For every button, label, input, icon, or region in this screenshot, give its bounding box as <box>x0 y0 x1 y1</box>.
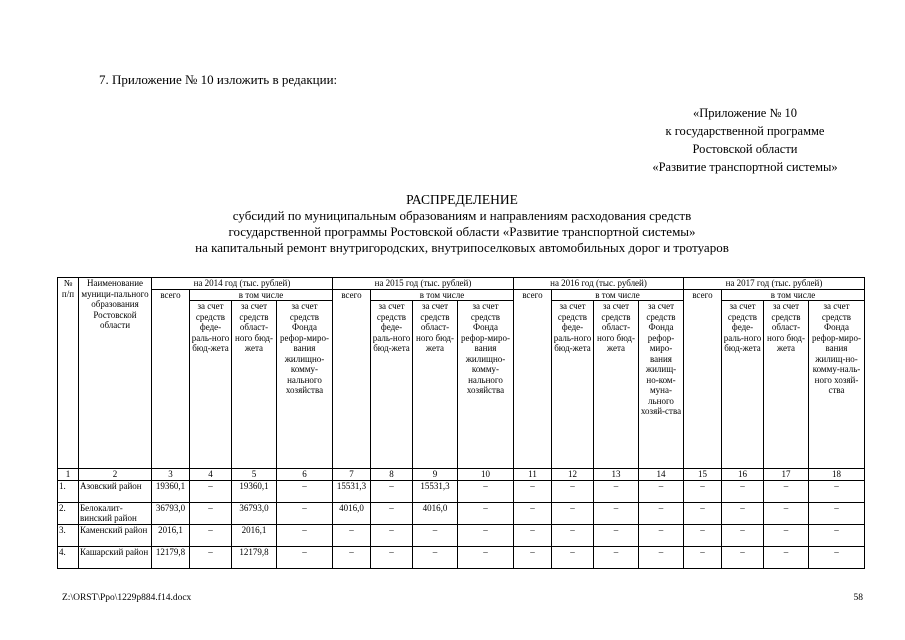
table-cell: – <box>190 502 232 524</box>
table-cell: – <box>639 524 684 546</box>
header-federal: за счет средств феде-раль-ного бюд-жета <box>722 301 764 469</box>
table-cell: – <box>684 502 722 524</box>
table-cell: 15531,3 <box>413 480 458 502</box>
table-cell: 2016,1 <box>152 524 190 546</box>
table-cell: – <box>722 546 764 568</box>
header-regional: за счет средств област-ного бюд-жета <box>232 301 277 469</box>
row-number: 3. <box>58 524 79 546</box>
table-cell: – <box>458 524 514 546</box>
table-cell: – <box>277 502 333 524</box>
header-federal: за счет средств феде-раль-ного бюд-жета <box>552 301 594 469</box>
heading-line: на капитальный ремонт внутригородских, внутрипоселковых автомобильных дорог и тротуаров <box>195 240 729 255</box>
table-cell: – <box>458 480 514 502</box>
appendix-line: «Развитие транспортной системы» <box>652 160 838 174</box>
table-row <box>58 480 865 502</box>
intro-text: 7. Приложение № 10 изложить в редакции: <box>99 72 338 87</box>
row-number: 2. <box>58 502 79 524</box>
footer-page-number: 58 <box>853 593 863 603</box>
row-number: 1. <box>58 480 79 502</box>
column-number: 8 <box>371 469 413 481</box>
table-cell: – <box>413 524 458 546</box>
table-cell: – <box>190 480 232 502</box>
document-heading <box>62 192 862 256</box>
table-cell: – <box>639 480 684 502</box>
header-fund: за счет средств Фонда рефор-миро-вания жилищ-но-ком-муна-льного хозяй-ства <box>639 301 684 469</box>
header-year-2017: на 2017 год (тыс. рублей) <box>684 278 865 290</box>
column-number: 6 <box>277 469 333 481</box>
table-cell: – <box>413 546 458 568</box>
appendix-reference <box>625 104 865 176</box>
municipality-name: Кашарский район <box>79 546 152 568</box>
table-cell: – <box>594 524 639 546</box>
table-cell: – <box>552 502 594 524</box>
table-row <box>58 524 865 546</box>
table-cell: – <box>333 524 371 546</box>
table-cell: – <box>722 524 764 546</box>
table-cell: – <box>809 524 865 546</box>
table-cell: – <box>809 502 865 524</box>
column-number: 3 <box>152 469 190 481</box>
header-regional: за счет средств област-ного бюд-жета <box>764 301 809 469</box>
appendix-line: «Приложение № 10 <box>692 106 798 120</box>
table-cell: – <box>722 480 764 502</box>
header-year-2014: на 2014 год (тыс. рублей) <box>152 278 333 290</box>
header-total: всего <box>514 289 552 469</box>
table-cell: – <box>722 502 764 524</box>
header-regional: за счет средств област-ного бюд-жета <box>413 301 458 469</box>
header-year-2016: на 2016 год (тыс. рублей) <box>514 278 684 290</box>
header-municipality: Наименование муници-пального образования Ростовской области <box>79 278 152 469</box>
table-cell: – <box>277 546 333 568</box>
header-year-2015: на 2015 год (тыс. рублей) <box>333 278 514 290</box>
table-cell: 19360,1 <box>152 480 190 502</box>
municipality-name: Белокалит-винский район <box>79 502 152 524</box>
table-cell: 12179,8 <box>152 546 190 568</box>
header-including: в том числе <box>722 289 865 301</box>
column-number: 5 <box>232 469 277 481</box>
table-cell: – <box>458 546 514 568</box>
header-fund: за счет средств Фонда рефор-миро-вания жилищ-но-комму-наль-ного хозяй-ства <box>809 301 865 469</box>
header-number: № п/п <box>58 278 79 469</box>
table-cell: 2016,1 <box>232 524 277 546</box>
table-body <box>58 469 865 569</box>
header-federal: за счет средств феде-раль-ного бюд-жета <box>190 301 232 469</box>
table-cell: 12179,8 <box>232 546 277 568</box>
table-cell: – <box>277 480 333 502</box>
table-cell: – <box>594 480 639 502</box>
subsidy-distribution-table <box>57 277 865 569</box>
table-cell: – <box>552 480 594 502</box>
table-cell: 36793,0 <box>232 502 277 524</box>
heading-line: субсидий по муниципальным образованиям и направлениям расходования средств <box>232 208 692 223</box>
column-number: 11 <box>514 469 552 481</box>
table-cell: – <box>639 546 684 568</box>
table-cell: – <box>809 546 865 568</box>
table-cell: 36793,0 <box>152 502 190 524</box>
column-number: 10 <box>458 469 514 481</box>
header-fund: за счет средств Фонда рефор-миро-вания жилищно-комму-нального хозяйства <box>277 301 333 469</box>
column-number: 16 <box>722 469 764 481</box>
column-number: 7 <box>333 469 371 481</box>
column-number: 15 <box>684 469 722 481</box>
table-cell: 15531,3 <box>333 480 371 502</box>
table-cell: – <box>371 502 413 524</box>
table-cell: – <box>809 480 865 502</box>
table-cell: – <box>458 502 514 524</box>
footer-file-path: Z:\ORST\Ppo\1229p884.f14.docx <box>62 593 192 603</box>
table-cell: – <box>764 546 809 568</box>
table-cell: – <box>594 502 639 524</box>
table-cell: – <box>333 546 371 568</box>
table-cell: – <box>684 480 722 502</box>
header-total: всего <box>684 289 722 469</box>
table-cell: 19360,1 <box>232 480 277 502</box>
heading-line: государственной программы Ростовской области «Развитие транспортной системы» <box>228 224 696 239</box>
municipality-name: Каменский район <box>79 524 152 546</box>
table-cell: – <box>684 546 722 568</box>
column-number: 2 <box>79 469 152 481</box>
header-total: всего <box>333 289 371 469</box>
column-number: 12 <box>552 469 594 481</box>
table-cell: – <box>639 502 684 524</box>
header-federal: за счет средств феде-раль-ного бюд-жета <box>371 301 413 469</box>
column-number: 4 <box>190 469 232 481</box>
table-cell: – <box>277 524 333 546</box>
table-cell: – <box>764 480 809 502</box>
header-regional: за счет средств област-ного бюд-жета <box>594 301 639 469</box>
table-cell: – <box>514 524 552 546</box>
table-cell: – <box>371 546 413 568</box>
appendix-line: к государственной программе <box>665 124 825 138</box>
table-cell: 4016,0 <box>333 502 371 524</box>
table-cell: – <box>371 524 413 546</box>
table-cell: – <box>552 546 594 568</box>
header-total: всего <box>152 289 190 469</box>
header-including: в том числе <box>190 289 333 301</box>
table-row <box>58 502 865 524</box>
column-number: 9 <box>413 469 458 481</box>
table-cell: – <box>764 524 809 546</box>
heading-title: РАСПРЕДЕЛЕНИЕ <box>406 192 518 207</box>
table-cell: – <box>514 502 552 524</box>
header-including: в том числе <box>552 289 684 301</box>
table-cell: – <box>190 524 232 546</box>
table-cell: – <box>514 480 552 502</box>
column-number: 14 <box>639 469 684 481</box>
row-number: 4. <box>58 546 79 568</box>
municipality-name: Азовский район <box>79 480 152 502</box>
column-number: 18 <box>809 469 865 481</box>
header-fund: за счет средств Фонда рефор-миро-вания жилищно-комму-нального хозяйства <box>458 301 514 469</box>
table-cell: – <box>514 546 552 568</box>
table-cell: – <box>552 524 594 546</box>
column-number-row <box>58 469 865 481</box>
table-cell: – <box>371 480 413 502</box>
header-including: в том числе <box>371 289 514 301</box>
column-number: 1 <box>58 469 79 481</box>
table-cell: 4016,0 <box>413 502 458 524</box>
table-cell: – <box>190 546 232 568</box>
table-cell: – <box>684 524 722 546</box>
table-cell: – <box>594 546 639 568</box>
column-number: 17 <box>764 469 809 481</box>
table-cell: – <box>764 502 809 524</box>
appendix-line: Ростовской области <box>692 142 798 156</box>
column-number: 13 <box>594 469 639 481</box>
table-row <box>58 546 865 568</box>
